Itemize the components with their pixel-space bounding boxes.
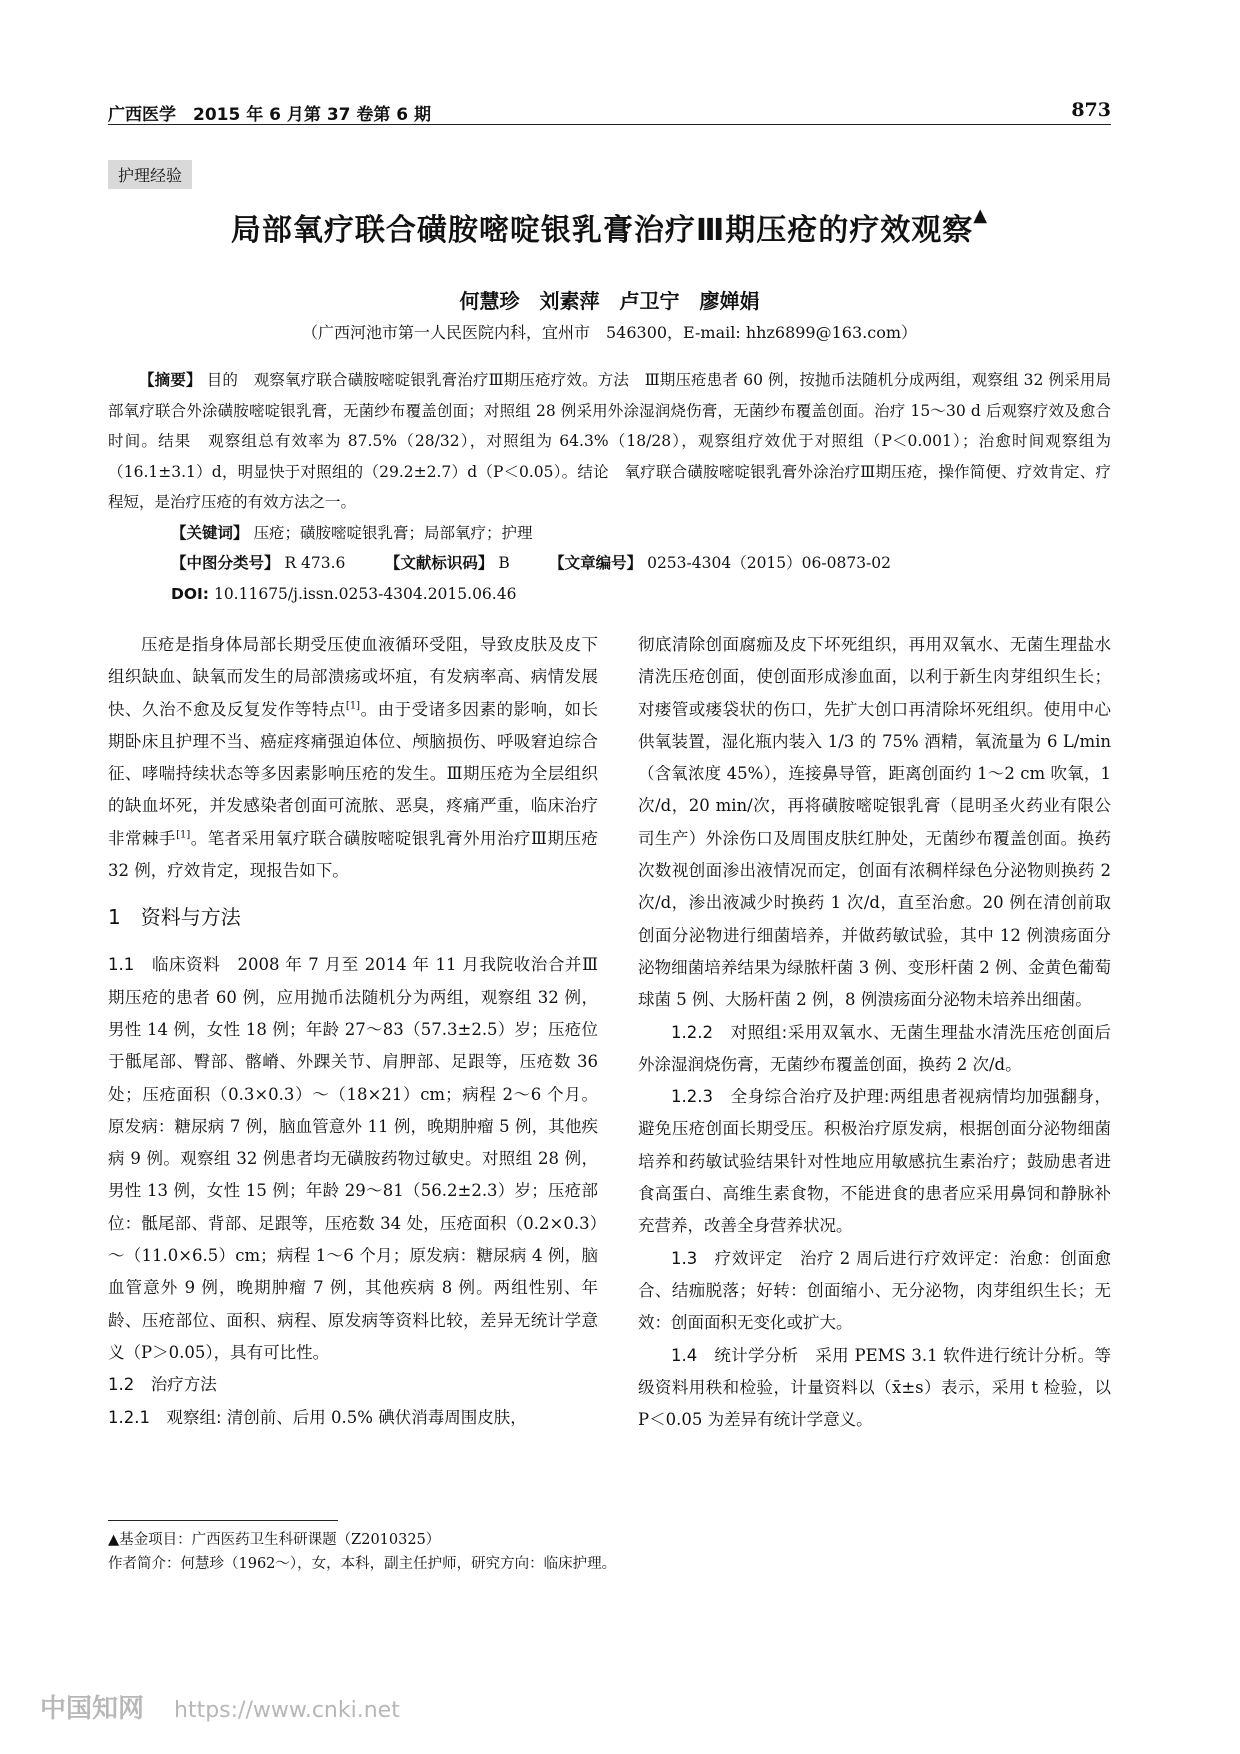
section-1-2-2 bbox=[638, 1017, 1111, 1082]
citation-2: [1] bbox=[176, 829, 191, 841]
cnki-url: https://www.cnki.net bbox=[174, 1698, 400, 1723]
cnki-logo: 中国知网 bbox=[40, 1694, 145, 1724]
intro-text-c: 。笔者采用氧疗联合磺胺嘧啶银乳膏外用治疗Ⅲ期压疮 32 例，疗效肯定，现报告如下。 bbox=[108, 828, 598, 881]
keywords-line bbox=[108, 518, 1111, 549]
section-1-2-3-text: 两组患者视病情均加强翻身，避免压疮创面长期受压。积极治疗原发病，根据创面分泌物细菌培养和药敏试验结果针对性地应用敏感抗生素治疗；鼓励患者进食高蛋白、高维生素食物，不能进食的患者应采用鼻饲和静脉补充营养，改善全身营养状况。 bbox=[638, 1087, 1112, 1236]
article-no-label: 【文章编号】 bbox=[549, 554, 643, 572]
clc-value: R 473.6 bbox=[284, 554, 346, 572]
section-1-2-1-text: 清创前、后用 0.5% 碘伏消毒周围皮肤， bbox=[226, 1407, 527, 1427]
article-title bbox=[108, 205, 1111, 249]
abstract-block bbox=[108, 365, 1111, 609]
section-1-2-2-label: 1.2.2 对照组: bbox=[671, 1022, 788, 1042]
section-heading-methods: 1 资料与方法 bbox=[108, 905, 241, 930]
affiliation: （广西河池市第一人民医院内科，宜州市 546300，E-mail: hhz6899@163.com） bbox=[301, 323, 918, 342]
footnote-divider bbox=[108, 1520, 338, 1521]
treatment-continued: 彻底清除创面腐痂及皮下坏死组织，再用双氧水、无菌生理盐水清洗压疮创面，使创面形成渗血面，以利于新生肉芽组织生长；对瘘管或瘘袋状的伤口，先扩大创口再清除坏死组织。使用中心供氧装置，湿化瓶内装入 1/3 的 75% 酒精，氧流量为 6 L/min（含氧浓度 45%），连接鼻导管，距离创面约 1～2 cm 吹氧，1 次/d，20 min/次，再将磺胺嘧啶银乳膏（昆明圣火药业有限公司生产）外涂伤口及周围皮肤红肿处，无菌纱布覆盖创面。换药次数视创面渗出液情况而定，创面有浓稠样绿色分泌物则换药 2 次/d，渗出液减少时换药 1 次/d，直至治愈。20 例在清创前取创面分泌物进行细菌培养，并做药敏试验，其中 12 例溃疡面分泌物细菌培养结果为绿脓杆菌 3 例、变形杆菌 2 例、金黄色葡萄球菌 5 例、大肠杆菌 2 例，8 例溃疡面分泌物未培养出细菌。 bbox=[638, 635, 1111, 1010]
section-1-3 bbox=[638, 1243, 1111, 1340]
fund-footnote: ▲基金项目：广西医药卫生科研课题（Z2010325） bbox=[108, 1532, 441, 1548]
section-1-2-2-text: 采用双氧水、无菌生理盐水清洗压疮创面后外涂湿润烧伤膏，无菌纱布覆盖创面，换药 2 次/d。 bbox=[638, 1022, 1112, 1074]
intro-text-a: 压疮是指身体局部长期受压使血液循环受阻，导致皮肤及皮下组织缺血、缺氧而发生的局部溃疡或坏疽，有发病率高、病情发展快、久治不愈及反复发作等特点 bbox=[108, 635, 598, 719]
section-1-4 bbox=[638, 1340, 1111, 1437]
abstract-label: 【摘要】 bbox=[139, 371, 202, 389]
header-divider bbox=[108, 124, 1111, 125]
abstract-paragraph bbox=[108, 365, 1111, 518]
fund-marker: ▲ bbox=[973, 205, 989, 226]
intro-paragraph bbox=[108, 629, 598, 887]
section-1-2-1-label: 1.2.1 观察组: bbox=[108, 1407, 222, 1427]
section-1-1-text: 2008 年 7 月至 2014 年 11 月我院收治合并Ⅲ期压疮的患者 60 例，应用抛币法随机分为两组，观察组 32 例，男性 14 例，女性 18 例；年龄 27～83（57.3±2.5）岁；压疮位于骶尾部、臀部、髂嵴、外踝关节、肩胛部、足跟等，压疮数 36 处；压疮面积（0.3×0.3）～（18×21）cm；病程 2～6 个月。原发病：糖尿病 7 例，脑血管意外 11 例，晚期肿瘤 5 例，其他疾病 9 例。观察组 32 例患者均无磺胺药物过敏史。对照组 28 例，男性 13 例，女性 15 例；年龄 29～81（56.2±2.3）岁；压疮部位：骶尾部、背部、足跟等，压疮数 34 处，压疮面积（0.2×0.3）～（11.0×6.5）cm；病程 1～6 个月；原发病：糖尿病 4 例，脑血管意外 9 例，晚期肿瘤 7 例，其他疾病 8 例。两组性别、年龄、压疮部位、面积、病程、原发病等资料比较，差异无统计学意义（P＞0.05），具有可比性。 bbox=[108, 955, 598, 1362]
section-1-4-label: 1.4 统计学分析 bbox=[671, 1345, 799, 1365]
abstract-text: 目的 观察氧疗联合磺胺嘧啶银乳膏治疗Ⅲ期压疮疗效。方法 Ⅲ期压疮患者 60 例，按抛币法随机分成两组，观察组 32 例采用局部氧疗联合外涂磺胺嘧啶银乳膏，无菌纱布覆盖创面；对照组 28 例采用外涂湿润烧伤膏，无菌纱布覆盖创面。治疗 15～30 d 后观察疗效及愈合时间。结果 观察组总有效率为 87.5%（28/32），对照组为 64.3%（18/28），观察组疗效优于对照组（P＜0.001）；治愈时间观察组为（16.1±3.1）d，明显快于对照组的（29.2±2.7）d（P＜0.05）。结论 氧疗联合磺胺嘧啶银乳膏外涂治疗Ⅲ期压疮，操作简便、疗效肯定、疗程短，是治疗压疮的有效方法之一。 bbox=[108, 371, 1111, 511]
keywords-label: 【关键词】 bbox=[171, 523, 249, 542]
citation-1: [1] bbox=[345, 700, 361, 712]
section-1-2-3 bbox=[638, 1081, 1111, 1242]
right-column bbox=[638, 629, 1111, 1436]
footnotes bbox=[108, 1528, 1111, 1576]
journal-header: 广西医学 2015 年 6 月第 37 卷第 6 期 bbox=[108, 105, 432, 125]
keywords-text: 压疮；磺胺嘧啶银乳膏；局部氧疗；护理 bbox=[253, 523, 533, 542]
section-tag: 护理经验 bbox=[108, 160, 192, 189]
left-column bbox=[108, 629, 598, 1434]
section-1-2-heading: 1.2 治疗方法 bbox=[108, 1375, 217, 1395]
author-bio-footnote: 作者简介：何慧珍（1962～），女，本科，副主任护师，研究方向：临床护理。 bbox=[108, 1556, 617, 1572]
page-number: 873 bbox=[1071, 99, 1111, 121]
doccode-label: 【文献标识码】 bbox=[384, 554, 494, 572]
doccode-value: B bbox=[498, 554, 510, 572]
section-1-2-3-label: 1.2.3 全身综合治疗及护理: bbox=[671, 1087, 890, 1107]
doi-label: DOI: bbox=[171, 584, 210, 603]
section-1-2-1 bbox=[108, 1402, 598, 1434]
doi-value: 10.11675/j.issn.0253-4304.2015.06.46 bbox=[213, 584, 517, 603]
section-1-1 bbox=[108, 949, 598, 1369]
author-list: 何慧珍 刘素萍 卢卫宁 廖婵娟 bbox=[459, 289, 760, 313]
clc-label: 【中图分类号】 bbox=[171, 554, 280, 572]
cnki-watermark bbox=[40, 1688, 400, 1725]
section-1-3-text: 治疗 2 周后进行疗效评定：治愈：创面愈合、结痂脱落；好转：创面缩小、无分泌物，肉芽组织生长；无效：创面面积无变化或扩大。 bbox=[638, 1248, 1111, 1333]
title-text: 局部氧疗联合磺胺嘧啶银乳膏治疗Ⅲ期压疮的疗效观察 bbox=[230, 213, 974, 248]
classification-line bbox=[108, 548, 1111, 579]
article-no-value: 0253-4304（2015）06-0873-02 bbox=[647, 554, 892, 572]
intro-text-b: 。由于受诸多因素的影响，如长期卧床且护理不当、癌症疼痛强迫体位、颅脑损伤、呼吸窘迫综合征、哮喘持续状态等多因素影响压疮的发生。Ⅲ期压疮为全层组织的缺血坏死，并发感染者创面可流脓、恶臭，疼痛严重，临床治疗非常棘手 bbox=[108, 699, 599, 848]
section-1-3-label: 1.3 疗效评定 bbox=[671, 1248, 783, 1268]
section-1-1-label: 1.1 临床资料 bbox=[108, 955, 221, 975]
section-1-4-text: 采用 PEMS 3.1 软件进行统计分析。等级资料用秩和检验，计量资料以（x̄±s）表示，采用 t 检验，以 P＜0.05 为差异有统计学意义。 bbox=[638, 1345, 1112, 1430]
doi-line bbox=[108, 579, 1111, 610]
